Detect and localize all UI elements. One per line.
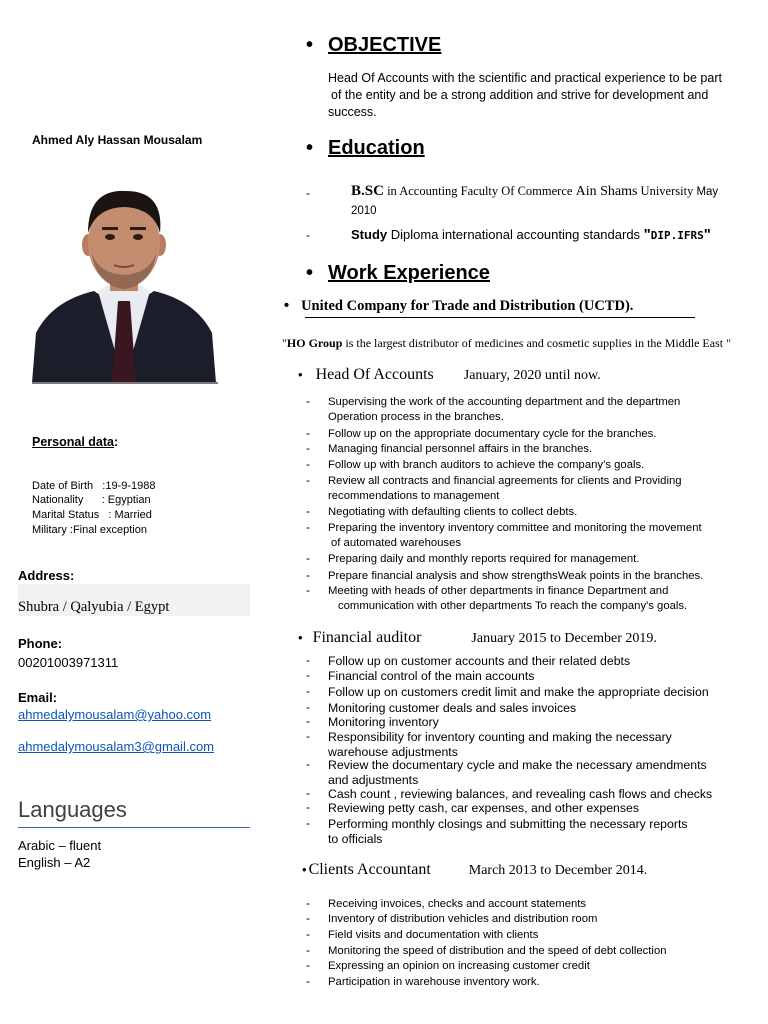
- bullet-dash: -: [306, 700, 310, 714]
- email-link-gmail[interactable]: ahmedalymousalam3@gmail.com: [18, 739, 214, 754]
- duty-item: warehouse adjustments: [328, 745, 458, 759]
- duty-item: communication with other departments To reach the company's goals.: [338, 600, 688, 612]
- profile-photo: [32, 183, 216, 383]
- bullet-dash: -: [306, 473, 310, 487]
- address-label: Address:: [18, 568, 75, 583]
- bullet-dash: -: [306, 551, 310, 565]
- bullet-dash: -: [306, 786, 310, 800]
- duty-item: Reviewing petty cash, car expenses, and other expenses: [328, 801, 640, 815]
- job-bullet-icon: •: [298, 367, 303, 382]
- language-item: Arabic – fluent: [18, 838, 102, 853]
- phone-label: Phone:: [18, 636, 63, 651]
- address-value: Shubra / Qalyubia / Egypt: [18, 599, 170, 615]
- duty-item: Participation in warehouse inventory work.: [328, 976, 540, 988]
- duty-item: Follow up on customers credit limit and make the appropriate decision: [328, 685, 709, 699]
- job-header-clients-accountant: • Clients Accountant March 2013 to December 2014.: [302, 861, 648, 878]
- bullet-dash: -: [306, 684, 310, 698]
- bullet-dash: -: [306, 927, 310, 941]
- duty-item: Follow up on customer accounts and their related debts: [328, 654, 631, 668]
- duty-item: to officials: [328, 832, 383, 846]
- company-quote: "HO Group is the largest distributor of medicines and cosmetic supplies in the Middle East ": [282, 336, 731, 350]
- duty-item: and adjustments: [328, 773, 419, 787]
- duty-item: Field visits and documentation with clients: [328, 929, 539, 941]
- bullet-dash: -: [306, 974, 310, 988]
- job-bullet-icon: •: [298, 630, 303, 645]
- bullet-dash: -: [306, 394, 310, 408]
- duty-item: Review the documentary cycle and make the necessary amendments: [328, 758, 707, 772]
- education-dash: -: [306, 186, 310, 200]
- duty-item: Monitoring customer deals and sales invoices: [328, 701, 577, 715]
- duty-item: Preparing daily and monthly reports required for management.: [328, 553, 640, 565]
- job-bullet-icon: •: [302, 862, 307, 877]
- work-bullet-icon: •: [306, 262, 314, 284]
- bullet-dash: -: [306, 943, 310, 957]
- duty-item: Follow up on the appropriate documentary cycle for the branches.: [328, 428, 657, 440]
- duty-item: of automated warehouses: [331, 537, 461, 549]
- bullet-dash: -: [306, 441, 310, 455]
- objective-line: of the entity and be a strong addition and strive for development and: [331, 88, 709, 102]
- photo-divider: [32, 382, 218, 384]
- duty-item: Prepare financial analysis and show strengthsWeak points in the branches.: [328, 570, 704, 582]
- bullet-dash: -: [306, 426, 310, 440]
- personal-row-dob: Date of Birth :19-9-1988: [32, 480, 156, 492]
- bullet-dash: -: [306, 457, 310, 471]
- duty-item: Negotiating with defaulting clients to collect debts.: [328, 506, 578, 518]
- duty-item: recommendations to management: [328, 490, 500, 502]
- bullet-dash: -: [306, 668, 310, 682]
- duty-item: Preparing the inventory inventory committee and monitoring the movement: [328, 522, 702, 534]
- bullet-dash: -: [306, 958, 310, 972]
- bullet-dash: -: [306, 653, 310, 667]
- education-year: 2010: [351, 205, 377, 217]
- personal-row-nationality: Nationality : Egyptian: [32, 494, 151, 506]
- duty-item: Meeting with heads of other departments in finance Department and: [328, 585, 669, 597]
- objective-bullet-icon: •: [306, 34, 314, 56]
- personal-row-marital: Marital Status : Married: [32, 509, 152, 521]
- language-item: English – A2: [18, 855, 91, 870]
- duty-item: Cash count , reviewing balances, and revealing cash flows and checks: [328, 787, 713, 801]
- personal-data-heading: Personal data:: [32, 435, 119, 449]
- bullet-dash: -: [306, 520, 310, 534]
- company-bullet-icon: •: [284, 298, 290, 314]
- education-degree: B.SC in Accounting Faculty Of Commerce Ain Shams University May: [351, 183, 719, 199]
- email-label: Email:: [18, 690, 58, 705]
- education-study: Study Diploma international accounting standards "DIP.IFRS": [351, 226, 711, 243]
- bullet-dash: -: [306, 896, 310, 910]
- bullet-dash: -: [306, 911, 310, 925]
- job-header-financial-auditor: • Financial auditor January 2015 to December 2019.: [298, 629, 657, 646]
- duty-item: Responsibility for inventory counting and making the necessary: [328, 730, 672, 744]
- education-bullet-icon: •: [306, 137, 314, 159]
- bullet-dash: -: [306, 729, 310, 743]
- bullet-dash: -: [306, 816, 310, 830]
- duty-item: Inventory of distribution vehicles and distribution room: [328, 913, 598, 925]
- personal-row-military: Military :Final exception: [32, 524, 147, 536]
- bullet-dash: -: [306, 714, 310, 728]
- duty-item: Performing monthly closings and submitting the necessary reports: [328, 817, 688, 831]
- education-heading: Education: [328, 137, 425, 159]
- objective-line: Head Of Accounts with the scientific and practical experience to be part: [328, 71, 722, 85]
- duty-item: Monitoring the speed of distribution and the speed of debt collection: [328, 945, 667, 957]
- duty-item: Review all contracts and financial agreements for clients and Providing: [328, 475, 682, 487]
- bullet-dash: -: [306, 504, 310, 518]
- duty-item: Managing financial personnel affairs in the branches.: [328, 443, 593, 455]
- languages-heading: Languages: [18, 797, 127, 822]
- bullet-dash: -: [306, 757, 310, 771]
- job-header-head-of-accounts: • Head Of Accounts January, 2020 until now.: [298, 366, 601, 383]
- work-heading: Work Experience: [328, 262, 490, 284]
- duty-item: Monitoring inventory: [328, 715, 439, 729]
- bullet-dash: -: [306, 583, 310, 597]
- phone-value: 00201003971311: [18, 655, 119, 670]
- duty-item: Follow up with branch auditors to achieve the company’s goals.: [328, 459, 645, 471]
- education-dash: -: [306, 228, 310, 242]
- duty-item: Supervising the work of the accounting department and the departmen: [328, 396, 681, 408]
- duty-item: Receiving invoices, checks and account statements: [328, 898, 587, 910]
- company-name: • United Company for Trade and Distribution (UCTD).: [284, 298, 634, 314]
- email-link-yahoo[interactable]: ahmedalymousalam@yahoo.com: [18, 707, 212, 722]
- company-underline: [305, 317, 695, 318]
- bullet-dash: -: [306, 800, 310, 814]
- languages-divider: [18, 827, 250, 828]
- duty-item: Operation process in the branches.: [328, 411, 504, 423]
- objective-heading: OBJECTIVE: [328, 34, 442, 56]
- bullet-dash: -: [306, 568, 310, 582]
- duty-item: Financial control of the main accounts: [328, 669, 535, 683]
- objective-line: success.: [328, 105, 377, 119]
- candidate-name: Ahmed Aly Hassan Mousalam: [32, 133, 203, 147]
- duty-item: Expressing an opinion on increasing customer credit: [328, 960, 590, 972]
